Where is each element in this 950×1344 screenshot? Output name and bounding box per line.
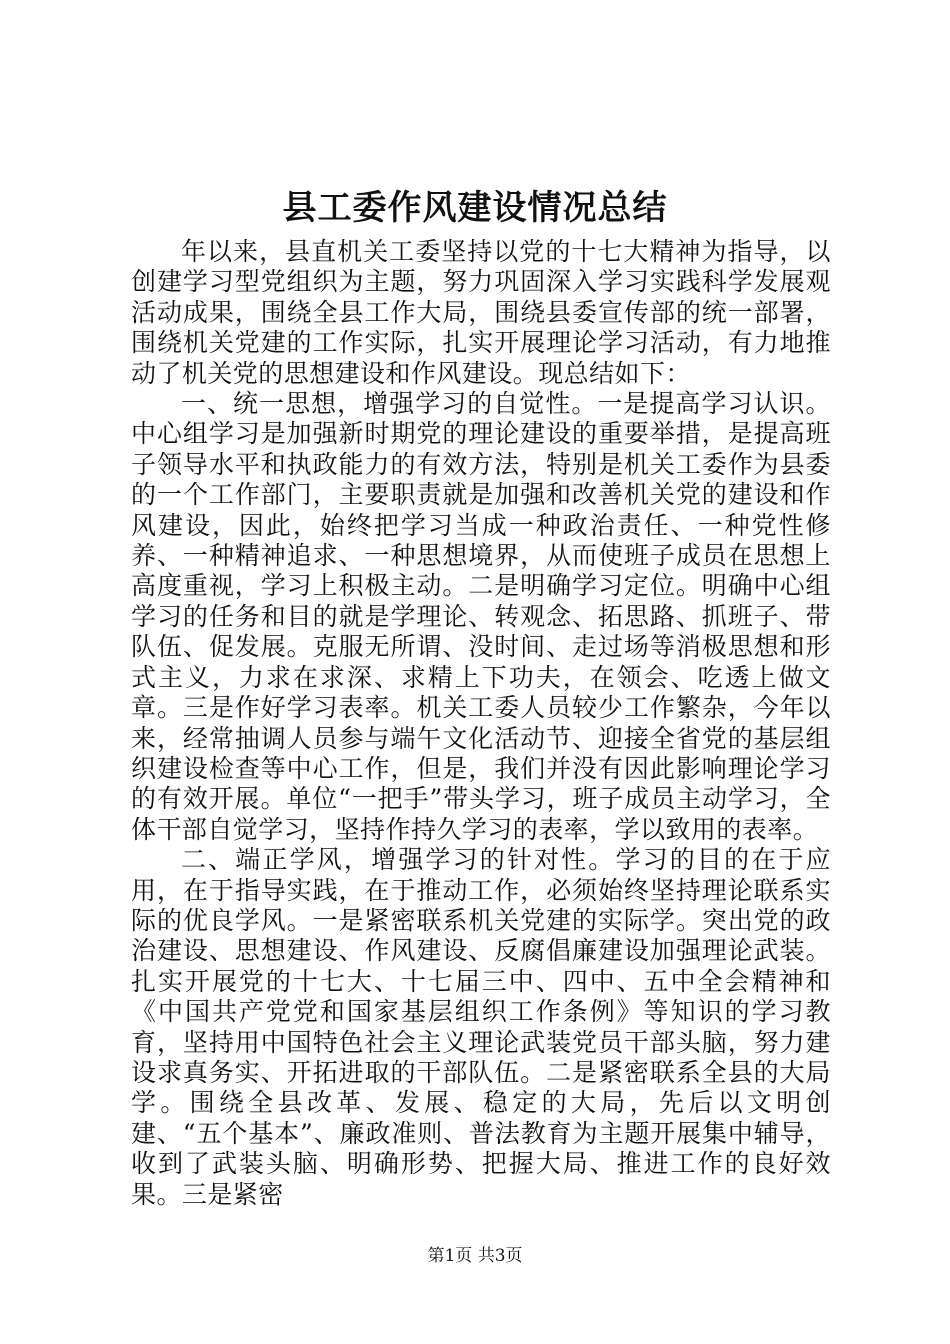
page-footer: 第1页 共3页 (427, 1246, 523, 1266)
page-title: 县工委作风建设情况总结 (282, 188, 668, 228)
paragraph-intro: 年以来，县直机关工委坚持以党的十七大精神为指导，以创建学习型党组织为主题，努力巩固深入学习实践科学发展观活动成果，围绕全县工作大局，围绕县委宣传部的统一部署，围绕机关党建的工作实际，扎实开展理论学习活动，有力地推动了机关党的思想建设和作风建设。现总结如下： (131, 237, 831, 388)
document-body (131, 237, 831, 1210)
paragraph-section-1: 一、统一思想，增强学习的自觉性。一是提高学习认识。中心组学习是加强新时期党的理论建设的重要举措，是提高班子领导水平和执政能力的有效方法，特别是机关工委作为县委的一个工作部门，主要职责就是加强和改善机关党的建设和作风建设，因此，始终把学习当成一种政治责任、一种党性修养、一种精神追求、一种思想境界，从而使班子成员在思想上高度重视，学习上积极主动。二是明确学习定位。明确中心组学习的任务和目的就是学理论、转观念、拓思路、抓班子、带队伍、促发展。克服无所谓、没时间、走过场等消极思想和形式主义，力求在求深、求精上下功夫，在领会、吃透上做文章。三是作好学习表率。机关工委人员较少工作繁杂，今年以来，经常抽调人员参与端午文化活动节、迎接全省党的基层组织建设检查等中心工作，但是，我们并没有因此影响理论学习的有效开展。单位“一把手”带头学习，班子成员主动学习，全体干部自觉学习，坚持作持久学习的表率，学以致用的表率。 (131, 389, 831, 844)
paragraph-section-2: 二、端正学风，增强学习的针对性。学习的目的在于应用，在于指导实践，在于推动工作，必须始终坚持理论联系实际的优良学风。一是紧密联系机关党建的实际学。突出党的政治建设、思想建设、作风建设、反腐倡廉建设加强理论武装。扎实开展党的十七大、十七届三中、四中、五中全会精神和《中国共产党党和国家基层组织工作条例》等知识的学习教育，坚持用中国特色社会主义理论武装党员干部头脑，努力建设求真务实、开拓进取的干部队伍。二是紧密联系全县的大局学。围绕全县改革、发展、稳定的大局，先后以文明创建、“五个基本”、廉政准则、普法教育为主题开展集中辅导，收到了武装头脑、明确形势、把握大局、推进工作的良好效果。三是紧密 (131, 845, 831, 1209)
